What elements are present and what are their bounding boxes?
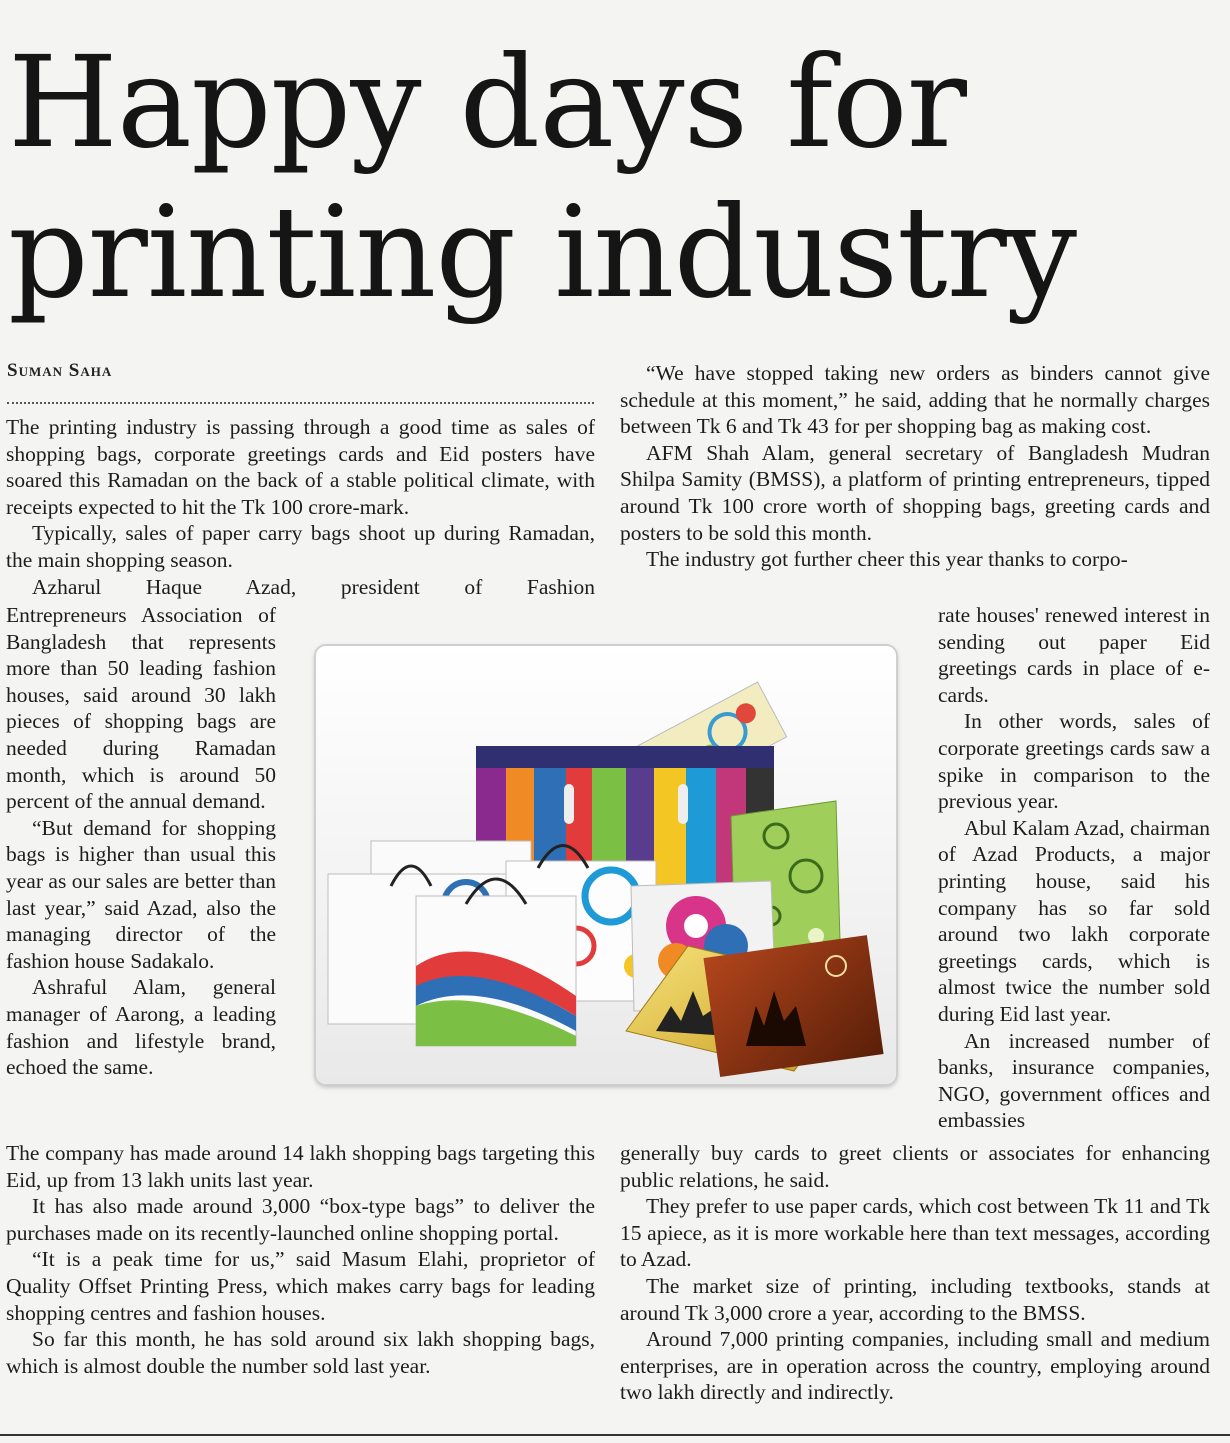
paragraph: “We have stopped taking new orders as binders cannot give schedule at this moment,” he said, adding that he normally charges between Tk 6 and Tk 43 for per shopping bag as making cost. <box>620 361 1210 439</box>
byline: Suman Saha <box>7 360 113 381</box>
paragraph: It has also made around 3,000 “box-type bags” to deliver the purchases made on its recently-launched online shopping portal. <box>6 1194 595 1245</box>
paragraph: Around 7,000 printing companies, including small and medium enterprises, are in operation across the country, employing around two lakh directly and indirectly. <box>620 1327 1210 1405</box>
paragraph: Ashraful Alam, general manager of Aarong, a leading fashion and lifestyle brand, echoed the same. <box>6 975 276 1080</box>
paragraph: “But demand for shopping bags is higher than usual this year as our sales are better than last year,” said Azad, also the managing director of the fashion house Sadakalo. <box>6 815 276 973</box>
byline-divider <box>7 402 594 404</box>
paragraph: rate houses' renewed interest in sending out paper Eid greetings cards in place of e-cards. <box>938 603 1210 707</box>
headline <box>8 28 1223 328</box>
paragraph: An increased number of banks, insurance companies, NGO, government offices and embassies <box>938 1028 1210 1133</box>
paragraph: Abul Kalam Azad, chairman of Azad Products, a major printing house, said his company has so far sold around two lakh corporate greetings cards, which is almost twice the number sold during Eid last year. <box>938 815 1210 1026</box>
shopping-bags-photo <box>316 646 896 1084</box>
bags-and-cards-illustration <box>316 646 896 1084</box>
paragraph: Azharul Haque Azad, president of Fashion <box>32 574 595 599</box>
wave-bag <box>416 879 576 1046</box>
paragraph: “It is a peak time for us,” said Masum Elahi, proprietor of Quality Offset Printing Press, which makes carry bags for leading shopping centres and fashion houses. <box>6 1247 595 1325</box>
paragraph: The company has made around 14 lakh shopping bags targeting this Eid, up from 13 lakh units last year. <box>6 1141 595 1192</box>
mosque-greeting-card-brown <box>703 935 883 1077</box>
paragraph: Typically, sales of paper carry bags shoot up during Ramadan, the main shopping season. <box>6 521 595 572</box>
left-column-wrap <box>6 602 276 1081</box>
bottom-rule <box>0 1434 1230 1436</box>
left-column-bottom <box>6 1140 595 1379</box>
paragraph: The printing industry is passing through a good time as sales of shopping bags, corporate greetings cards and Eid posters have soared this Ramadan on the back of a stable political climate, with receipts expected to hit the Tk 100 crore-mark. <box>6 415 595 519</box>
headline-line-1: Happy days for <box>8 29 966 176</box>
paragraph: So far this month, he has sold around six lakh shopping bags, which is almost double the number sold last year. <box>6 1327 595 1378</box>
paragraph: Entrepreneurs Association of Bangladesh that represents more than 50 leading fashion houses, said around 30 lakh pieces of shopping bags are needed during Ramadan month, which is around 50 percent of the annual demand. <box>6 603 276 814</box>
headline-line-2: printing industry <box>8 179 1077 326</box>
paragraph: The market size of printing, including textbooks, stands at around Tk 3,000 crore a year, according to the BMSS. <box>620 1273 1210 1325</box>
right-column-top <box>620 360 1210 573</box>
right-column-wrap <box>938 602 1210 1134</box>
right-column-bottom <box>620 1140 1210 1406</box>
paragraph: The industry got further cheer this year thanks to corpo- <box>646 547 1128 572</box>
paragraph: They prefer to use paper cards, which cost between Tk 11 and Tk 15 apiece, as it is more workable here than text messages, according to Azad. <box>620 1194 1210 1272</box>
left-column-top <box>6 414 595 600</box>
paragraph: AFM Shah Alam, general secretary of Bangladesh Mudran Shilpa Samity (BMSS), a platform of printing entrepreneurs, tipped around Tk 100 crore worth of shopping bags, greeting cards and posters to be sold this month. <box>620 440 1210 545</box>
paragraph: In other words, sales of corporate greetings cards saw a spike in comparison to the previous year. <box>938 709 1210 814</box>
paragraph: generally buy cards to greet clients or associates for enhancing public relations, he said. <box>620 1141 1210 1192</box>
